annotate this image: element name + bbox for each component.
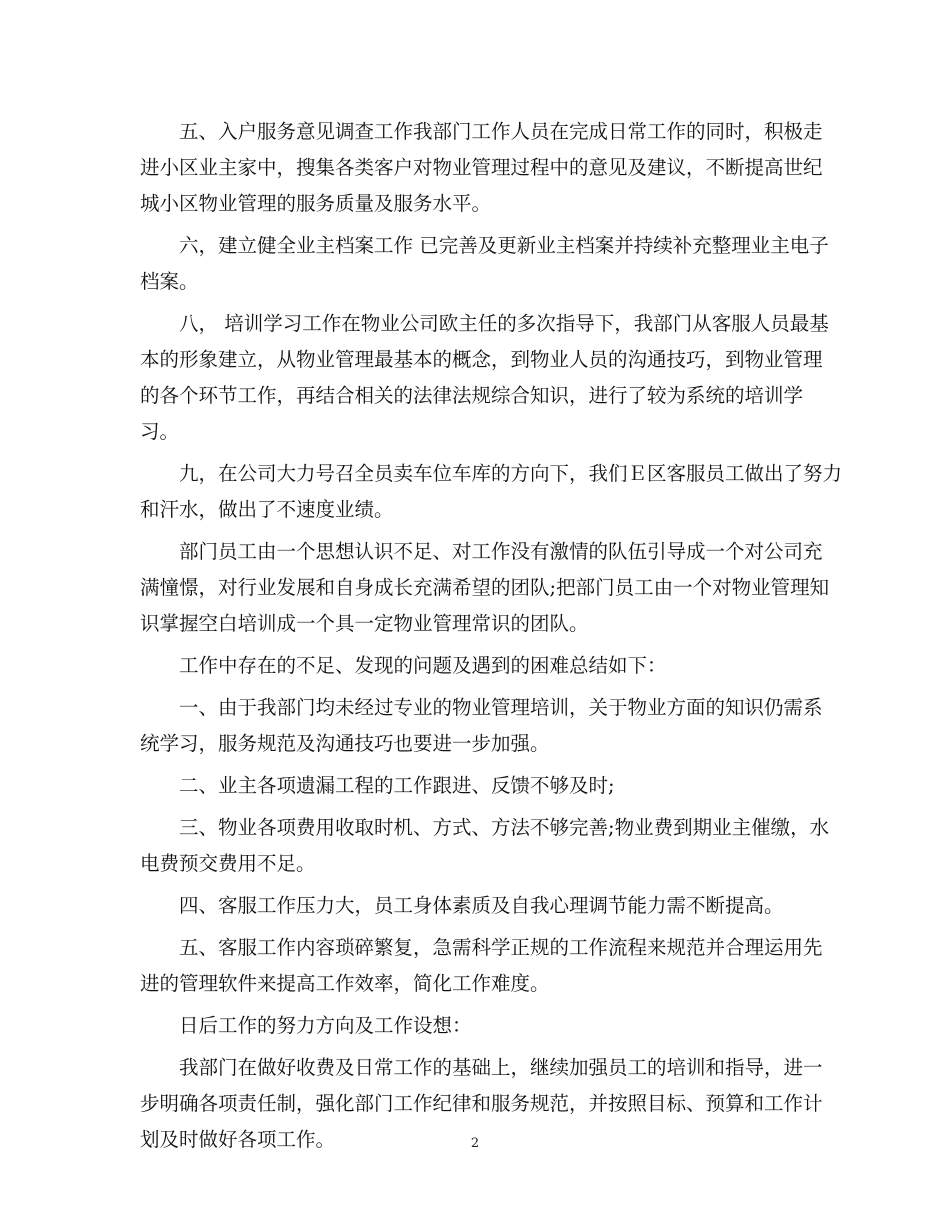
paragraph-line: 和汗水，做出了不速度业绩。 [140, 498, 394, 521]
paragraph-p5 [140, 534, 830, 642]
paragraph-line: 习。 [140, 420, 180, 443]
paragraph-p11 [140, 930, 823, 1002]
paragraph-line: 日后工作的努力方向及工作设想： [179, 1014, 472, 1037]
paragraph-line: 城小区物业管理的服务质量及服务水平。 [140, 192, 492, 215]
paragraph-line: 划及时做好各项工作。 [140, 1128, 336, 1151]
paragraph-line: 九，在公司大力号召全员卖车位车库的方向下，我们Ｅ区客服员工做出了努力 [179, 462, 843, 485]
paragraph-line: 进的管理软件来提高工作效率，简化工作难度。 [140, 972, 550, 995]
page-number: 2 [470, 1136, 480, 1151]
paragraph-p12 [140, 1008, 812, 1044]
paragraph-p4 [140, 456, 843, 528]
paragraph-line: 四、客服工作压力大，员工身体素质及自我心理调节能力需不断提高。 [179, 894, 784, 917]
paragraph-line: 工作中存在的不足、发现的问题及遇到的困难总结如下： [179, 654, 667, 677]
paragraph-p2 [140, 228, 829, 300]
paragraph-p7 [140, 690, 823, 762]
paragraph-line: 八， 培训学习工作在物业公司欧主任的多次指导下，我部门从客服人员最基 [179, 312, 829, 335]
paragraph-line: 五、客服工作内容琐碎繁复，急需科学正规的工作流程来规范并合理运用先 [179, 936, 823, 959]
paragraph-line: 电费预交费用不足。 [140, 852, 316, 875]
paragraph-line: 二、业主各项遗漏工程的工作跟进、反馈不够及时; [179, 774, 615, 797]
paragraph-line: 档案。 [140, 270, 199, 293]
paragraph-line: 本的形象建立，从物业管理最基本的概念，到物业人员的沟通技巧，到物业管理 [140, 348, 823, 371]
paragraph-line: 五、入户服务意见调查工作我部门工作人员在完成日常工作的同时，积极走 [179, 120, 823, 143]
paragraph-p10 [140, 888, 812, 924]
paragraph-line: 的各个环节工作，再结合相关的法律法规综合知识，进行了较为系统的培训学 [140, 384, 804, 407]
paragraph-p9 [140, 810, 830, 882]
paragraph-line: 步明确各项责任制，强化部门工作纪律和服务规范，并按照目标、预算和工作计 [140, 1092, 823, 1115]
paragraph-line: 我部门在做好收费及日常工作的基础上，继续加强员工的培训和指导，进一 [179, 1056, 823, 1079]
paragraph-line: 六，建立健全业主档案工作 已完善及更新业主档案并持续补充整理业主电子 [179, 234, 829, 257]
paragraph-line: 满憧憬，对行业发展和自身成长充满希望的团队;把部门员工由一个对物业管理知 [140, 576, 830, 599]
paragraph-p3 [140, 306, 829, 450]
paragraph-p8 [140, 768, 812, 804]
paragraph-line: 统学习，服务规范及沟通技巧也要进一步加强。 [140, 732, 550, 755]
paragraph-line: 一、由于我部门均未经过专业的物业管理培训，关于物业方面的知识仍需系 [179, 696, 823, 719]
paragraph-p1 [140, 114, 823, 222]
paragraph-line: 进小区业主家中，搜集各类客户对物业管理过程中的意见及建议，不断提高世纪 [140, 156, 823, 179]
paragraph-p6 [140, 648, 812, 684]
document-body [140, 114, 843, 1164]
paragraph-line: 识掌握空白培训成一个具一定物业管理常识的团队。 [140, 612, 589, 635]
paragraph-line: 三、物业各项费用收取时机、方式、方法不够完善;物业费到期业主催缴，水 [179, 816, 830, 839]
paragraph-line: 部门员工由一个思想认识不足、对工作没有激情的队伍引导成一个对公司充 [179, 540, 823, 563]
